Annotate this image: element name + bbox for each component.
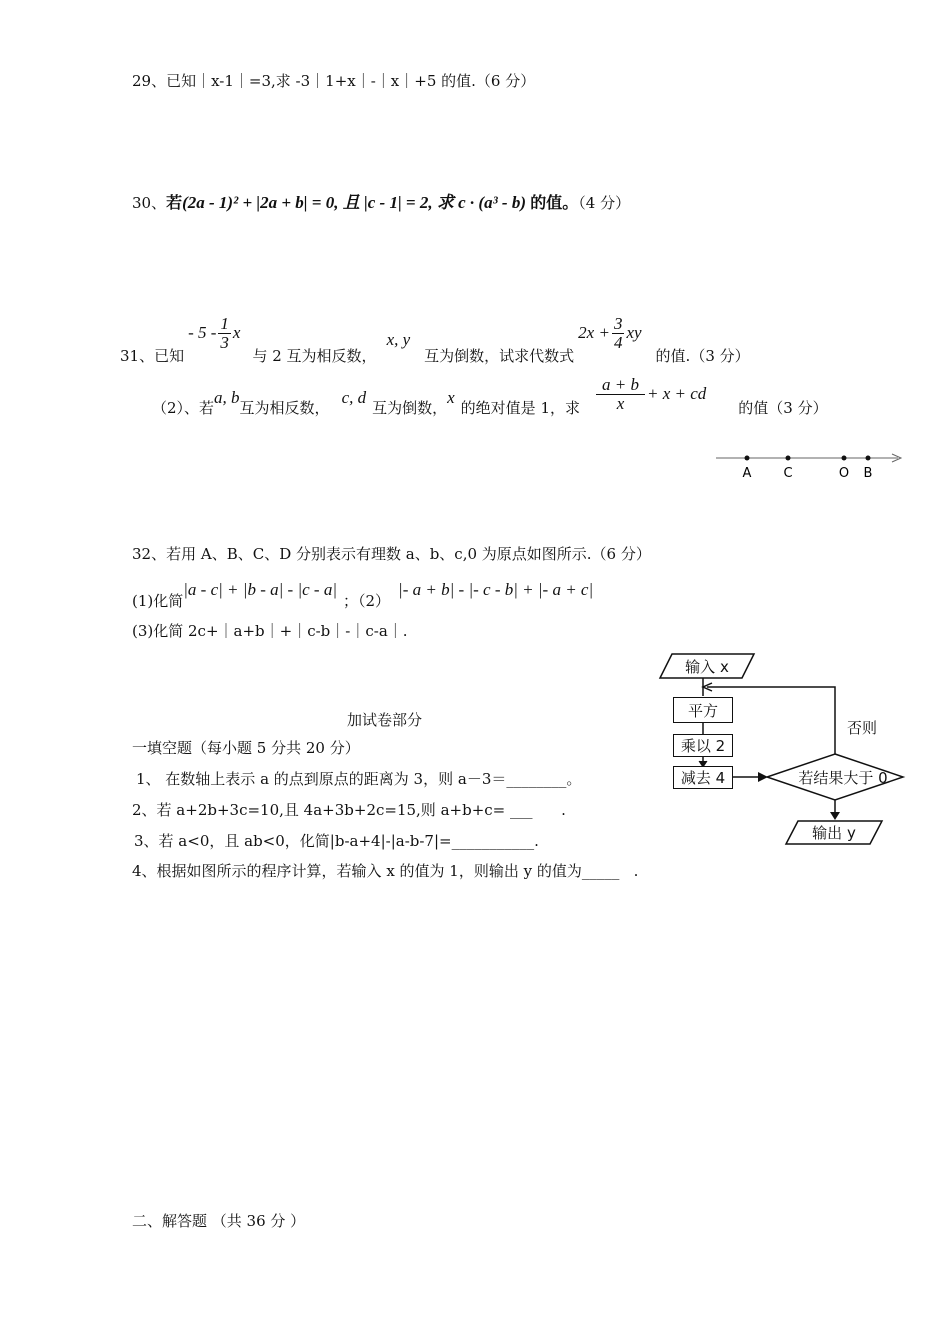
question-31 bbox=[120, 312, 750, 372]
subtract-text: 减去 4 bbox=[680, 769, 726, 787]
question-31-text-3: 的值.（3 分） bbox=[655, 346, 750, 365]
question-31-expression-2 bbox=[578, 315, 641, 352]
fill-in-item-1 bbox=[136, 768, 581, 789]
part-2-expression-abs: |- a + b| - |- c - b| + |- a + c| bbox=[398, 580, 594, 599]
part-2-text-2: 互为倒数， bbox=[372, 398, 448, 417]
label-b: B bbox=[863, 466, 873, 481]
expr1-fraction bbox=[218, 315, 231, 352]
flowchart-no-label bbox=[840, 716, 884, 738]
question-31-expression-1 bbox=[188, 315, 240, 352]
output-text: 输出 y bbox=[812, 824, 856, 842]
question-30-expression: (2a - 1)² + |2a + b| = 0, 且 |c - 1| = 2, 求 c · (a³ - b) bbox=[182, 193, 531, 212]
flowchart-output-label bbox=[790, 821, 878, 844]
number-line bbox=[712, 446, 907, 486]
label-c: C bbox=[783, 466, 793, 481]
extra-section-title bbox=[347, 709, 422, 730]
multiply-text: 乘以 2 bbox=[680, 737, 726, 755]
question-32 bbox=[132, 543, 651, 564]
part-2-var-3: x bbox=[447, 388, 455, 407]
flowchart-input-label bbox=[664, 654, 750, 678]
part-separator: ；（2） bbox=[343, 591, 391, 610]
part-2-text-1: 互为相反数， bbox=[239, 398, 330, 417]
expr2-denominator: 4 bbox=[613, 332, 623, 352]
point-a bbox=[745, 456, 750, 461]
part-2-expression-tail: + x + cd bbox=[646, 384, 707, 403]
fill-in-item-3 bbox=[134, 830, 539, 851]
fill-in-section-heading bbox=[132, 737, 360, 758]
part-3-text: (3)化简 2c+｜a+b｜+｜c-b｜-｜c-a｜. bbox=[132, 622, 408, 640]
part-2-fraction bbox=[596, 376, 645, 413]
expr2-fraction bbox=[612, 315, 625, 352]
question-29-text: 29、已知｜x-1｜=3,求 -3｜1+x｜-｜x｜+5 的值.（6 分） bbox=[132, 72, 536, 90]
arrow-output-icon bbox=[830, 812, 840, 820]
question-31-vars-1: x, y bbox=[386, 330, 411, 349]
part-2-vars-2: c, d bbox=[341, 388, 367, 407]
extra-title-text: 加试卷部分 bbox=[347, 711, 423, 729]
fill-in-item-4-text: 4、根据如图所示的程序计算，若输入 x 的值为 1，则输出 y 的值为_____ . bbox=[132, 862, 639, 880]
question-32-part-1 bbox=[132, 578, 593, 608]
flowchart-square-box bbox=[673, 697, 733, 723]
expr2-prefix: 2x + bbox=[578, 323, 610, 342]
part-1-expression: |a - c| + |b - a| - |c - a| bbox=[183, 580, 337, 599]
question-30-pre: 若 bbox=[166, 193, 183, 212]
point-b bbox=[866, 456, 871, 461]
question-30-number: 30、 bbox=[132, 194, 167, 212]
question-30-score: （4 分） bbox=[578, 194, 631, 212]
question-29 bbox=[132, 70, 535, 91]
expr1-denominator: 3 bbox=[220, 332, 229, 352]
expr2-numerator: 3 bbox=[613, 313, 623, 333]
label-a: A bbox=[742, 466, 752, 481]
fill-in-item-1-text: 1、 在数轴上表示 a 的点到原点的距离为 3，则 a－3＝________。 bbox=[136, 770, 582, 788]
question-30-post: 的值。 bbox=[530, 193, 579, 212]
part-2-prefix: （2）、若 bbox=[152, 398, 215, 417]
question-32-text: 32、若用 A、B、C、D 分别表示有理数 a、b、c,0 为原点如图所示.（6 分） bbox=[132, 545, 651, 563]
label-o: O bbox=[838, 466, 850, 481]
flowchart-decision-label bbox=[790, 766, 896, 788]
point-o bbox=[842, 456, 847, 461]
question-30 bbox=[132, 188, 630, 213]
part-1-label: (1)化简 bbox=[132, 591, 184, 610]
part-2-vars-1: a, b bbox=[214, 388, 240, 407]
point-c bbox=[786, 456, 791, 461]
part-2-text-3: 的绝对值是 1，求 bbox=[460, 398, 580, 417]
flowchart-multiply-box bbox=[673, 734, 733, 757]
part-2-denominator: x bbox=[616, 393, 625, 413]
answer-heading-text: 二、解答题 （共 36 分 ） bbox=[132, 1212, 306, 1230]
question-31-number: 31、已知 bbox=[120, 346, 185, 365]
no-text: 否则 bbox=[846, 718, 877, 737]
fill-in-item-2 bbox=[132, 799, 566, 820]
fill-in-heading-text: 一填空题（每小题 5 分共 20 分） bbox=[132, 739, 360, 757]
expr2-suffix: xy bbox=[626, 323, 642, 342]
fill-in-item-2-text: 2、若 a+2b+3c=10,且 4a+3b+2c=15,则 a+b+c= ___ . bbox=[132, 801, 566, 819]
question-31-text-2: 互为倒数，试求代数式 bbox=[424, 346, 575, 365]
decision-text: 若结果大于 0 bbox=[798, 768, 888, 787]
answer-section-heading bbox=[132, 1210, 305, 1231]
expr1-suffix: x bbox=[232, 323, 241, 342]
question-31-part-2 bbox=[152, 374, 828, 424]
flowchart bbox=[650, 648, 910, 858]
expr1-prefix: - 5 - bbox=[188, 323, 217, 342]
expr1-numerator: 1 bbox=[220, 313, 229, 333]
fill-in-item-4 bbox=[132, 860, 638, 881]
part-2-text-4: 的值（3 分） bbox=[738, 398, 828, 417]
fill-in-item-3-text: 3、若 a<0，且 ab<0，化简|b-a+4|-|a-b-7|=___________. bbox=[134, 832, 539, 850]
input-text: 输入 x bbox=[685, 657, 729, 676]
flowchart-subtract-box bbox=[673, 766, 733, 789]
square-text: 平方 bbox=[687, 701, 718, 720]
part-2-expression bbox=[594, 376, 706, 413]
question-32-part-3 bbox=[132, 620, 408, 641]
question-31-text-1: 与 2 互为相反数， bbox=[252, 346, 377, 365]
part-2-numerator: a + b bbox=[596, 376, 645, 395]
